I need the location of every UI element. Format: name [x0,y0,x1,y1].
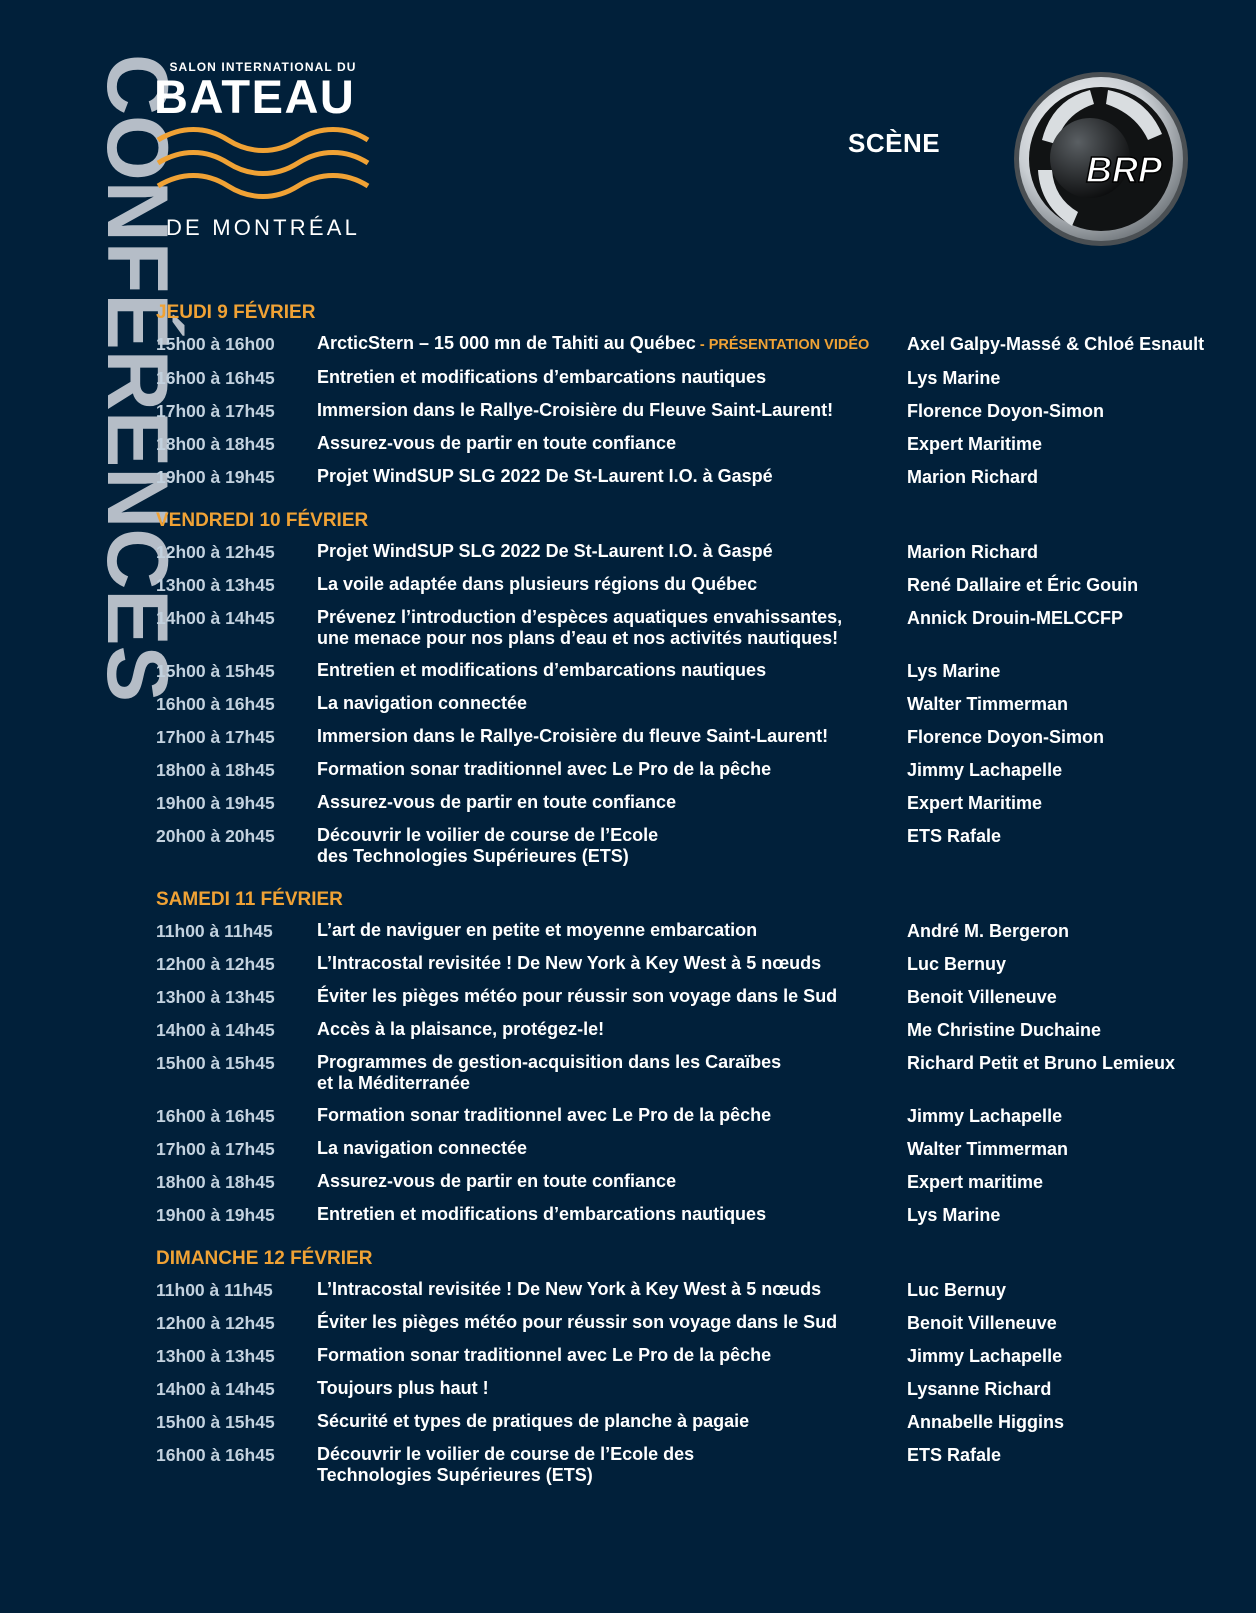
session-row [156,541,1246,563]
session-title-text: La navigation connectée [317,1138,528,1158]
brp-logo-text: BRP [1085,149,1163,190]
session-title [317,1345,907,1366]
session-title [317,726,907,747]
session-row [156,759,1246,781]
session-title [317,333,907,356]
session-title-text: Projet WindSUP SLG 2022 De St-Laurent I.O. à Gaspé [317,541,773,561]
session-speaker: Marion Richard [907,467,1039,487]
session-speaker: ETS Rafale [907,826,1002,846]
session-title-text: Assurez-vous de partir en toute confiance [317,433,677,453]
session-title [317,1411,907,1432]
session-speaker: René Dallaire et Éric Gouin [907,575,1139,595]
session-time: 15h00 à 15h45 [156,661,275,681]
logo-main-word: BATEAU [154,70,356,123]
session-time: 12h00 à 12h45 [156,954,275,974]
session-speaker: Jimmy Lachapelle [907,1346,1063,1366]
session-title [317,1204,907,1225]
session-row [156,433,1246,455]
session-row [156,367,1246,389]
session-time: 15h00 à 15h45 [156,1412,275,1432]
session-tag: - PRÉSENTATION VIDÉO [695,337,870,353]
session-title-text: Projet WindSUP SLG 2022 De St-Laurent I.O. à Gaspé [317,466,773,486]
session-title [317,1019,907,1040]
session-time: 15h00 à 16h00 [156,334,275,354]
session-time: 17h00 à 17h45 [156,1139,275,1159]
session-time: 18h00 à 18h45 [156,434,275,454]
brp-logo-icon [1012,70,1190,248]
session-title [317,1052,907,1094]
session-title [317,1378,907,1399]
session-speaker: Luc Bernuy [907,1280,1007,1300]
session-time: 12h00 à 12h45 [156,1313,275,1333]
conference-schedule [156,300,1246,1506]
session-title-text: Découvrir le voilier de course de l’Ecole des Technologies Supérieures (ETS) [317,825,659,866]
session-title-text: Entretien et modifications d’embarcations nautiques [317,367,767,387]
session-title [317,1444,907,1486]
session-row [156,1312,1246,1334]
session-title-text: Formation sonar traditionnel avec Le Pro de la pêche [317,759,772,779]
session-speaker: André M. Bergeron [907,921,1070,941]
session-time: 18h00 à 18h45 [156,760,275,780]
session-title-text: Entretien et modifications d’embarcations nautiques [317,660,767,680]
session-time: 14h00 à 14h45 [156,608,275,628]
session-row [156,1378,1246,1400]
session-time: 19h00 à 19h45 [156,467,275,487]
session-time: 16h00 à 16h45 [156,694,275,714]
session-speaker: Jimmy Lachapelle [907,760,1063,780]
session-title [317,1279,907,1300]
session-speaker: Florence Doyon-Simon [907,401,1105,421]
side-title-graphic [38,54,185,714]
session-speaker: Marion Richard [907,542,1039,562]
session-time: 13h00 à 13h45 [156,987,275,1007]
session-title [317,433,907,454]
session-time: 17h00 à 17h45 [156,727,275,747]
session-row [156,607,1246,649]
session-row [156,1345,1246,1367]
session-row [156,333,1246,356]
session-time: 16h00 à 16h45 [156,1106,275,1126]
session-row [156,953,1246,975]
session-title [317,574,907,595]
session-speaker: Annabelle Higgins [907,1412,1065,1432]
session-row [156,1444,1246,1486]
session-title-text: Immersion dans le Rallye-Croisière du Fleuve Saint-Laurent! [317,400,834,420]
session-title [317,1312,907,1333]
session-row [156,726,1246,748]
session-title [317,660,907,681]
session-title [317,792,907,813]
session-row [156,920,1246,942]
session-speaker: Lys Marine [907,661,1001,681]
session-row [156,1279,1246,1301]
session-time: 19h00 à 19h45 [156,793,275,813]
day-heading: VENDREDI 10 FÉVRIER [156,510,369,531]
session-title-text: La voile adaptée dans plusieurs régions du Québec [317,574,758,594]
session-title-text: L’art de naviguer en petite et moyenne embarcation [317,920,758,940]
session-row [156,1019,1246,1041]
event-logo [156,60,376,245]
session-title [317,1138,907,1159]
session-speaker: Benoit Villeneuve [907,1313,1057,1333]
side-title [38,54,185,714]
session-row [156,574,1246,596]
day-heading: DIMANCHE 12 FÉVRIER [156,1248,373,1269]
session-title [317,759,907,780]
session-time: 16h00 à 16h45 [156,368,275,388]
session-title [317,953,907,974]
session-speaker: Me Christine Duchaine [907,1020,1102,1040]
session-speaker: Axel Galpy-Massé & Chloé Esnault [907,334,1205,354]
session-speaker: Jimmy Lachapelle [907,1106,1063,1126]
logo-top-line: SALON INTERNATIONAL DU [169,60,357,74]
session-title [317,541,907,562]
session-row [156,1052,1246,1094]
waves-icon [156,128,370,228]
session-speaker: Lys Marine [907,1205,1001,1225]
session-row [156,1171,1246,1193]
session-row [156,1204,1246,1226]
session-title-text: La navigation connectée [317,693,528,713]
session-title-text: L’Intracostal revisitée ! De New York à Key West à 5 nœuds [317,1279,822,1299]
day-section [156,887,1246,1226]
session-time: 18h00 à 18h45 [156,1172,275,1192]
session-title-text: Formation sonar traditionnel avec Le Pro de la pêche [317,1105,772,1125]
session-title-text: Programmes de gestion-acquisition dans les Caraïbes et la Méditerranée [317,1052,782,1093]
session-title [317,607,907,649]
session-title [317,466,907,487]
session-title-text: Découvrir le voilier de course de l’Ecole des Technologies Supérieures (ETS) [317,1444,695,1485]
session-title [317,400,907,421]
session-time: 15h00 à 15h45 [156,1053,275,1073]
session-speaker: Expert Maritime [907,793,1043,813]
session-title [317,986,907,1007]
session-title-text: Immersion dans le Rallye-Croisière du fleuve Saint-Laurent! [317,726,829,746]
day-section [156,300,1246,488]
session-row [156,1105,1246,1127]
session-speaker: Expert maritime [907,1172,1044,1192]
day-heading: SAMEDI 11 FÉVRIER [156,889,343,910]
session-time: 19h00 à 19h45 [156,1205,275,1225]
session-title [317,1171,907,1192]
session-title-text: Assurez-vous de partir en toute confiance [317,1171,677,1191]
session-title [317,1105,907,1126]
session-title-text: Éviter les pièges météo pour réussir son voyage dans le Sud [317,986,838,1006]
day-heading: JEUDI 9 FÉVRIER [156,302,316,323]
session-title-text: Sécurité et types de pratiques de planche à pagaie [317,1411,750,1431]
session-row [156,1138,1246,1160]
side-title-text: CONFÉRENCES [89,54,185,714]
session-time: 14h00 à 14h45 [156,1020,275,1040]
session-speaker: Expert Maritime [907,434,1043,454]
session-speaker: Richard Petit et Bruno Lemieux [907,1053,1176,1073]
session-row [156,986,1246,1008]
day-section [156,1246,1246,1486]
session-speaker: Florence Doyon-Simon [907,727,1105,747]
session-time: 14h00 à 14h45 [156,1379,275,1399]
session-row [156,1411,1246,1433]
session-speaker: Walter Timmerman [907,694,1069,714]
session-title-text: Prévenez l’introduction d’espèces aquatiques envahissantes, une menace pour nos plans d’eau et nos activités nautiques! [317,607,843,648]
session-time: 12h00 à 12h45 [156,542,275,562]
session-title [317,693,907,714]
stage-label: SCÈNE [848,128,941,158]
session-title [317,825,907,867]
session-title-text: Toujours plus haut ! [317,1378,489,1398]
session-row [156,400,1246,422]
session-speaker: Walter Timmerman [907,1139,1069,1159]
session-speaker: ETS Rafale [907,1445,1002,1465]
session-title-text: ArcticStern – 15 000 mn de Tahiti au Québec [317,333,696,353]
session-row [156,660,1246,682]
session-row [156,825,1246,867]
session-time: 13h00 à 13h45 [156,1346,275,1366]
session-title-text: Formation sonar traditionnel avec Le Pro de la pêche [317,1345,772,1365]
session-row [156,792,1246,814]
session-title-text: Assurez-vous de partir en toute confiance [317,792,677,812]
session-speaker: Luc Bernuy [907,954,1007,974]
session-title-text: Éviter les pièges météo pour réussir son voyage dans le Sud [317,1312,838,1332]
session-title-text: L’Intracostal revisitée ! De New York à Key West à 5 nœuds [317,953,822,973]
day-section [156,508,1246,867]
session-title [317,367,907,388]
session-speaker: Lys Marine [907,368,1001,388]
session-time: 17h00 à 17h45 [156,401,275,421]
session-speaker: Benoit Villeneuve [907,987,1057,1007]
logo-bottom-line: DE MONTRÉAL [165,215,361,240]
session-time: 11h00 à 11h45 [156,1280,273,1300]
session-title [317,920,907,941]
session-time: 13h00 à 13h45 [156,575,275,595]
session-time: 20h00 à 20h45 [156,826,275,846]
session-time: 16h00 à 16h45 [156,1445,275,1465]
session-row [156,693,1246,715]
session-title-text: Entretien et modifications d’embarcations nautiques [317,1204,767,1224]
session-title-text: Accès à la plaisance, protégez-le! [317,1019,605,1039]
session-speaker: Lysanne Richard [907,1379,1052,1399]
session-time: 11h00 à 11h45 [156,921,273,941]
session-speaker: Annick Drouin-MELCCFP [907,608,1123,628]
session-row [156,466,1246,488]
